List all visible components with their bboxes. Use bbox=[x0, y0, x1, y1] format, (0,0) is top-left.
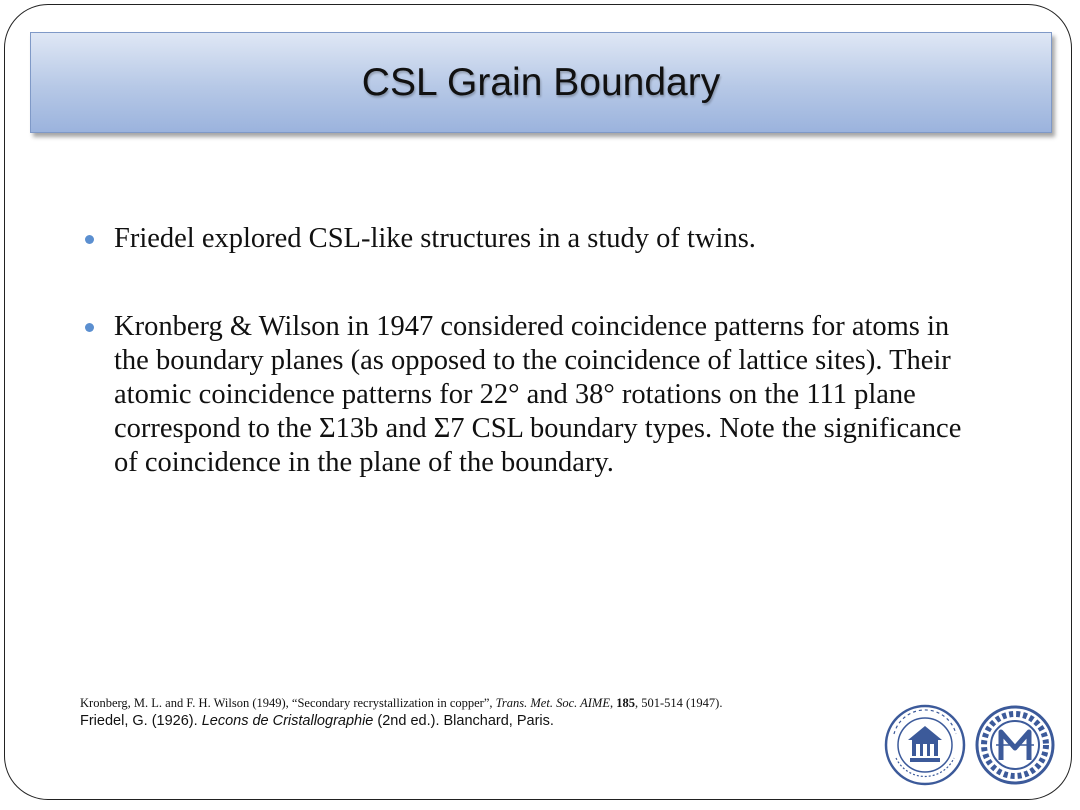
bullet-dot-icon bbox=[85, 323, 94, 332]
ref-rest: (2nd ed.). Blanchard, Paris. bbox=[373, 713, 554, 729]
references bbox=[80, 695, 920, 731]
ref-author: Friedel, G. (1926). bbox=[80, 713, 202, 729]
ref-volume: 185 bbox=[616, 696, 635, 710]
ref-book: Lecons de Cristallographie bbox=[201, 713, 374, 729]
logo-group bbox=[884, 700, 1060, 790]
bullet-list bbox=[82, 222, 982, 480]
slide-title: CSL Grain Boundary bbox=[361, 60, 721, 104]
university-seal-icon bbox=[884, 704, 966, 786]
bullet-dot-icon bbox=[85, 235, 94, 244]
bullet-text: Friedel explored CSL-like structures in a study of twins. bbox=[114, 223, 756, 254]
ref-journal: Trans. Met. Soc. AIME bbox=[495, 696, 610, 710]
bullet-item bbox=[82, 310, 982, 480]
ref-pages: , 501-514 (1947). bbox=[634, 696, 723, 710]
reference-kronberg bbox=[80, 695, 920, 712]
ref-sep: , bbox=[609, 696, 617, 710]
reference-friedel bbox=[80, 712, 920, 731]
title-bar bbox=[30, 32, 1052, 133]
gear-emblem-icon bbox=[974, 704, 1056, 786]
bullet-text: Kronberg & Wilson in 1947 considered coincidence patterns for atoms in the boundary planes (as opposed to the coincidence of lattice sites). Their atomic coincidence patterns for 22° and 38° rotations on the 111 plane correspond to the Σ13b and Σ7 CSL boundary types. Note the significance of coincidence in the plane of the boundary. bbox=[114, 311, 962, 478]
ref-authors: Kronberg, M. L. and F. H. Wilson (1949), “Secondary recrystallization in copper”, bbox=[80, 696, 496, 710]
bullet-item bbox=[82, 222, 982, 256]
